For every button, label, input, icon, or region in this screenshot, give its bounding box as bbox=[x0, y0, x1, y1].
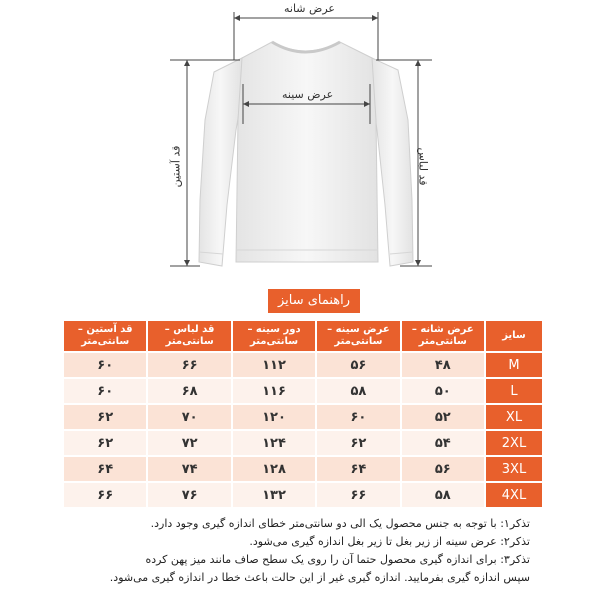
note-1: تذکر۱: با توجه به جنس محصول یک الی دو سانتی‌متر خطای اندازه گیری وجود دارد. bbox=[150, 517, 530, 530]
chest-width-cell: ۶۲ bbox=[317, 431, 399, 455]
shoulder-cell: ۵۸ bbox=[402, 483, 484, 507]
chest-width-cell: ۶۴ bbox=[317, 457, 399, 481]
chest-circumference-cell: ۱۱۲ bbox=[233, 353, 315, 377]
table-row bbox=[64, 353, 542, 377]
sleeve-cell: ۶۲ bbox=[64, 405, 146, 429]
table-row bbox=[64, 405, 542, 429]
header-shoulder: عرض شانه – سانتی‌متر bbox=[402, 321, 484, 351]
size-guide-title: راهنمای سایز bbox=[268, 289, 360, 313]
sleeve-cell: ۶۰ bbox=[64, 379, 146, 403]
size-cell: 3XL bbox=[486, 457, 542, 481]
size-diagram bbox=[0, 0, 600, 285]
length-cell: ۶۶ bbox=[148, 353, 230, 377]
chest-width-cell: ۶۰ bbox=[317, 405, 399, 429]
shoulder-cell: ۵۴ bbox=[402, 431, 484, 455]
note-3: تذکر۳: برای اندازه گیری محصول حتما آن را روی یک سطح صاف مانند میز پهن کرده bbox=[145, 553, 530, 566]
sleeve-cell: ۶۲ bbox=[64, 431, 146, 455]
table-header-row bbox=[64, 321, 542, 351]
size-table bbox=[62, 319, 544, 509]
length-cell: ۶۸ bbox=[148, 379, 230, 403]
size-cell: 4XL bbox=[486, 483, 542, 507]
sleeve-cell: ۶۰ bbox=[64, 353, 146, 377]
chest-width-label: عرض سینه bbox=[282, 88, 334, 101]
note-3-continued: سپس اندازه گیری بفرمایید. اندازه گیری غیر از این حالت باعث خطا در اندازه گیری می‌شود. bbox=[109, 571, 530, 584]
sleeve-cell: ۶۶ bbox=[64, 483, 146, 507]
chest-circumference-cell: ۱۲۸ bbox=[233, 457, 315, 481]
table-row bbox=[64, 431, 542, 455]
table-row bbox=[64, 457, 542, 481]
length-cell: ۷۲ bbox=[148, 431, 230, 455]
header-sleeve-length: قد آستین – سانتی‌متر bbox=[64, 321, 146, 351]
chest-width-cell: ۶۶ bbox=[317, 483, 399, 507]
shoulder-cell: ۵۶ bbox=[402, 457, 484, 481]
table-row bbox=[64, 483, 542, 507]
length-cell: ۷۴ bbox=[148, 457, 230, 481]
size-cell: M bbox=[486, 353, 542, 377]
sleeve-length-label: قد آستین bbox=[169, 145, 183, 188]
length-cell: ۷۶ bbox=[148, 483, 230, 507]
shoulder-width-label: عرض شانه bbox=[284, 2, 335, 15]
header-size: سایز bbox=[486, 321, 542, 351]
size-cell: XL bbox=[486, 405, 542, 429]
size-cell: 2XL bbox=[486, 431, 542, 455]
sweater-illustration bbox=[0, 0, 600, 285]
header-chest-width: عرض سینه – سانتی‌متر bbox=[317, 321, 399, 351]
note-2: تذکر۲: عرض سینه از زیر بغل تا زیر بغل اندازه گیری می‌شود. bbox=[249, 535, 530, 548]
shoulder-cell: ۵۲ bbox=[402, 405, 484, 429]
chest-circumference-cell: ۱۱۶ bbox=[233, 379, 315, 403]
table-row bbox=[64, 379, 542, 403]
chest-width-cell: ۵۸ bbox=[317, 379, 399, 403]
chest-circumference-cell: ۱۲۴ bbox=[233, 431, 315, 455]
notes bbox=[70, 515, 530, 587]
chest-circumference-cell: ۱۳۲ bbox=[233, 483, 315, 507]
sleeve-cell: ۶۴ bbox=[64, 457, 146, 481]
size-cell: L bbox=[486, 379, 542, 403]
garment-length-label: قد لباس bbox=[416, 147, 430, 186]
length-cell: ۷۰ bbox=[148, 405, 230, 429]
header-garment-length: قد لباس – سانتی‌متر bbox=[148, 321, 230, 351]
shoulder-cell: ۴۸ bbox=[402, 353, 484, 377]
chest-width-cell: ۵۶ bbox=[317, 353, 399, 377]
header-chest-circumference: دور سینه – سانتی‌متر bbox=[233, 321, 315, 351]
shoulder-cell: ۵۰ bbox=[402, 379, 484, 403]
chest-circumference-cell: ۱۲۰ bbox=[233, 405, 315, 429]
